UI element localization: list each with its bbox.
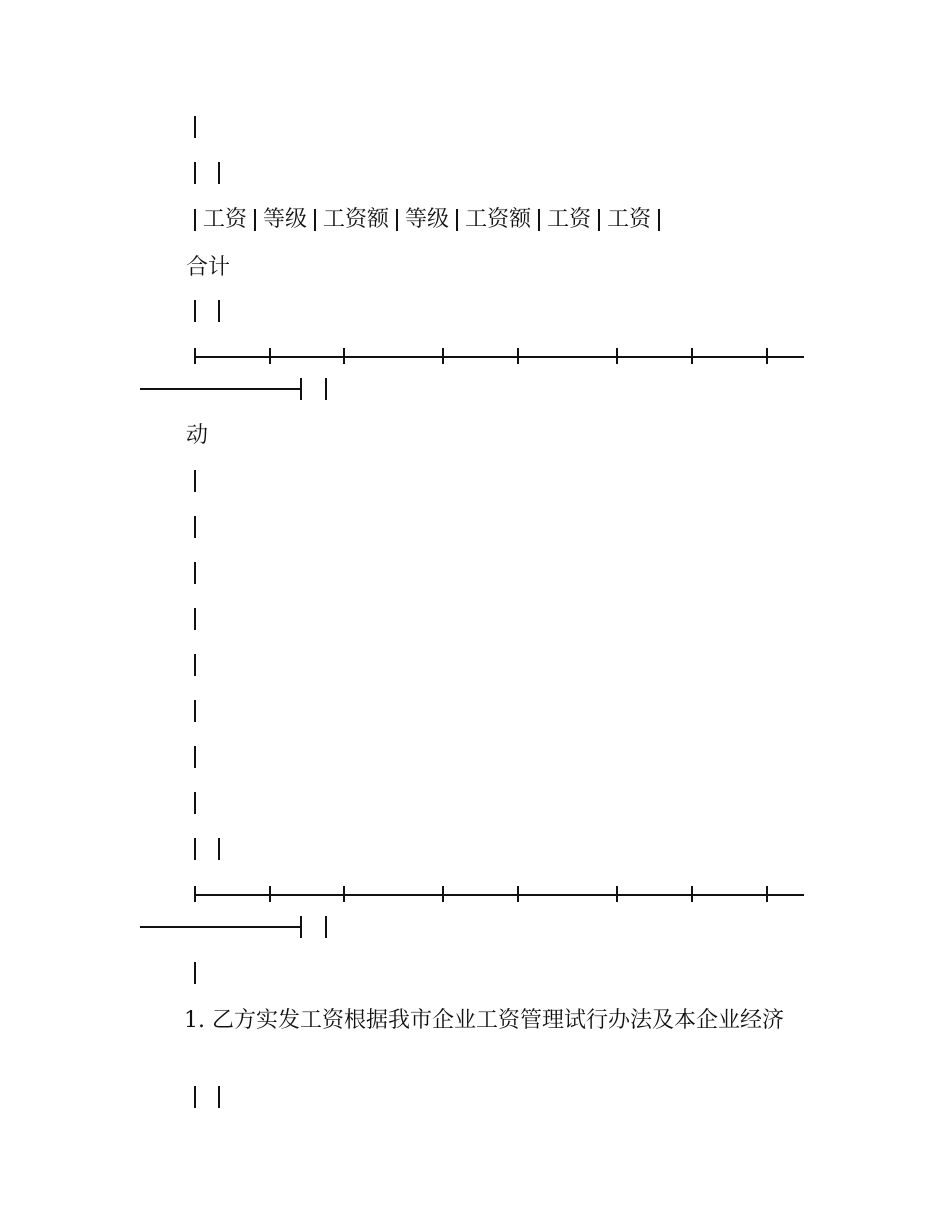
wage-table-header-row — [188, 204, 667, 236]
border-bar — [194, 608, 196, 630]
divider-tick — [269, 348, 271, 364]
divider-tick — [766, 886, 768, 902]
border-bar — [218, 1086, 220, 1108]
wage-clause-paragraph: 1. 乙方实发工资根据我市企业工资管理试行办法及本企业经济 — [184, 1008, 784, 1033]
table-divider-continuation — [140, 926, 302, 928]
header-cell-grade: 等级 — [405, 207, 450, 232]
header-cell-wage: 工资 — [607, 207, 652, 232]
total-label: 合计 — [186, 255, 231, 280]
divider-tick — [442, 886, 444, 902]
dong-label: 动 — [186, 423, 209, 448]
border-bar — [194, 792, 196, 814]
divider-tick — [691, 348, 693, 364]
divider-tick — [766, 348, 768, 364]
header-cell-grade: 等级 — [263, 207, 308, 232]
border-bar — [194, 209, 196, 231]
border-bar — [456, 209, 458, 231]
border-bar — [218, 300, 220, 322]
border-bar — [194, 746, 196, 768]
table-divider — [194, 356, 804, 358]
header-cell-wage-amount: 工资额 — [465, 207, 532, 232]
divider-tick — [343, 348, 345, 364]
border-bar — [194, 962, 196, 984]
divider-tick — [442, 348, 444, 364]
border-bar — [658, 209, 660, 231]
header-cell-wage: 工资 — [547, 207, 592, 232]
border-bar — [194, 1086, 196, 1108]
border-bar — [218, 162, 220, 184]
border-bar — [194, 516, 196, 538]
border-bar — [194, 838, 196, 860]
divider-tick — [517, 348, 519, 364]
border-bar — [300, 378, 302, 400]
border-bar — [325, 916, 327, 938]
table-divider — [194, 894, 804, 896]
table-divider-continuation — [140, 388, 302, 390]
border-bar — [194, 116, 196, 138]
border-bar — [218, 838, 220, 860]
divider-tick — [691, 886, 693, 902]
divider-tick — [194, 348, 196, 364]
border-bar — [194, 654, 196, 676]
border-bar — [194, 162, 196, 184]
border-bar — [300, 916, 302, 938]
border-bar — [598, 209, 600, 231]
border-bar — [325, 378, 327, 400]
divider-tick — [269, 886, 271, 902]
header-cell-wage-amount: 工资额 — [323, 207, 390, 232]
border-bar — [314, 209, 316, 231]
border-bar — [194, 300, 196, 322]
border-bar — [396, 209, 398, 231]
border-bar — [194, 470, 196, 492]
header-cell-wage: 工资 — [203, 207, 248, 232]
divider-tick — [616, 348, 618, 364]
border-bar — [194, 562, 196, 584]
divider-tick — [616, 886, 618, 902]
divider-tick — [343, 886, 345, 902]
divider-tick — [194, 886, 196, 902]
border-bar — [194, 700, 196, 722]
border-bar — [538, 209, 540, 231]
divider-tick — [517, 886, 519, 902]
border-bar — [254, 209, 256, 231]
